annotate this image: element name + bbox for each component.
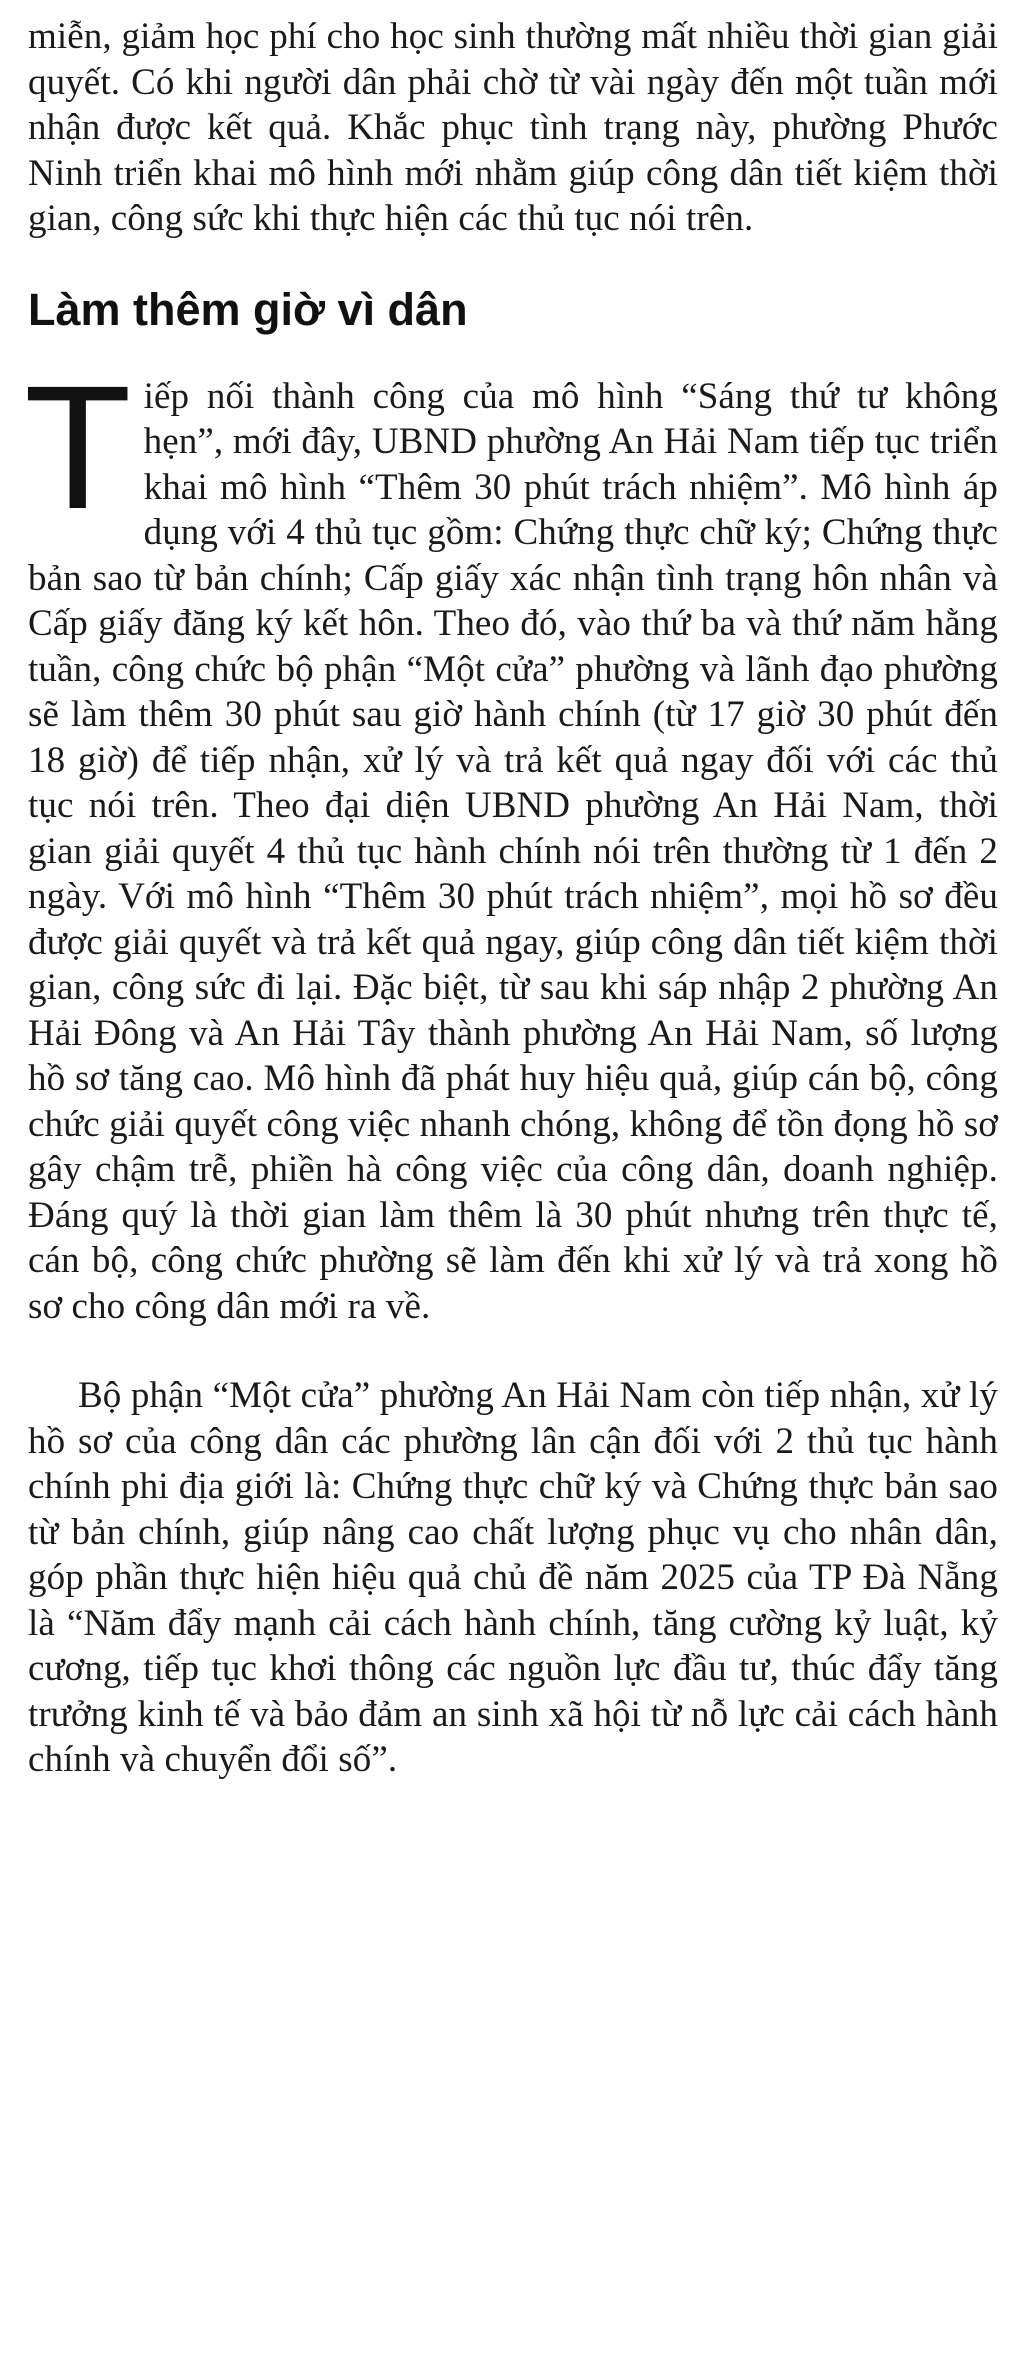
body-paragraph-1: [24, 349, 998, 1330]
body-paragraph-1-text: iếp nối thành công của mô hình “Sáng thứ tư không hẹn”, mới đây, UBND phường An Hải Nam tiếp tục triển khai mô hình “Thêm 30 phút trách nhiệm”. Mô hình áp dụng với 4 thủ tục gồm: Chứng thực chữ ký; Chứng thực bản sao từ bản chính; Cấp giấy xác nhận tình trạng hôn nhân và Cấp giấy đăng ký kết hôn. Theo đó, vào thứ ba và thứ năm hằng tuần, công chức bộ phận “Một cửa” phường và lãnh đạo phường sẽ làm thêm 30 phút sau giờ hành chính (từ 17 giờ 30 phút đến 18 giờ) để tiếp nhận, xử lý và trả kết quả ngay đối với các thủ tục nói trên. Theo đại diện UBND phường An Hải Nam, thời gian giải quyết 4 thủ tục hành chính nói trên thường từ 1 đến 2 ngày. Với mô hình “Thêm 30 phút trách nhiệm”, mọi hồ sơ đều được giải quyết và trả kết quả ngay, giúp công dân tiết kiệm thời gian, công sức đi lại. Đặc biệt, từ sau khi sáp nhập 2 phường An Hải Đông và An Hải Tây thành phường An Hải Nam, số lượng hồ sơ tăng cao. Mô hình đã phát huy hiệu quả, giúp cán bộ, công chức giải quyết công việc nhanh chóng, không để tồn đọng hồ sơ gây chậm trễ, phiền hà công việc của công dân, doanh nghiệp. Đáng quý là thời gian làm thêm là 30 phút nhưng trên thực tế, cán bộ, công chức phường sẽ làm đến khi xử lý và trả xong hồ sơ cho công dân mới ra về.: [28, 375, 998, 1327]
drop-cap-letter: T: [24, 349, 132, 546]
article-page: [24, 14, 998, 1783]
section-heading: Làm thêm giờ vì dân: [28, 283, 468, 335]
intro-paragraph: miễn, giảm học phí cho học sinh thường mất nhiều thời gian giải quyết. Có khi người dân phải chờ từ vài ngày đến một tuần mới nhận được kết quả. Khắc phục tình trạng này, phường Phước Ninh triển khai mô hình mới nhằm giúp công dân tiết kiệm thời gian, công sức khi thực hiện các thủ tục nói trên.: [28, 16, 998, 239]
body-paragraph-2: Bộ phận “Một cửa” phường An Hải Nam còn tiếp nhận, xử lý hồ sơ của công dân các phường lân cận đối với 2 thủ tục hành chính phi địa giới là: Chứng thực chữ ký và Chứng thực bản sao từ bản chính, giúp nâng cao chất lượng phục vụ cho nhân dân, góp phần thực hiện hiệu quả chủ đề năm 2025 của TP Đà Nẵng là “Năm đẩy mạnh cải cách hành chính, tăng cường kỷ luật, kỷ cương, tiếp tục khơi thông các nguồn lực đầu tư, thúc đẩy tăng trưởng kinh tế và bảo đảm an sinh xã hội từ nỗ lực cải cách hành chính và chuyển đổi số”.: [28, 1375, 998, 1780]
